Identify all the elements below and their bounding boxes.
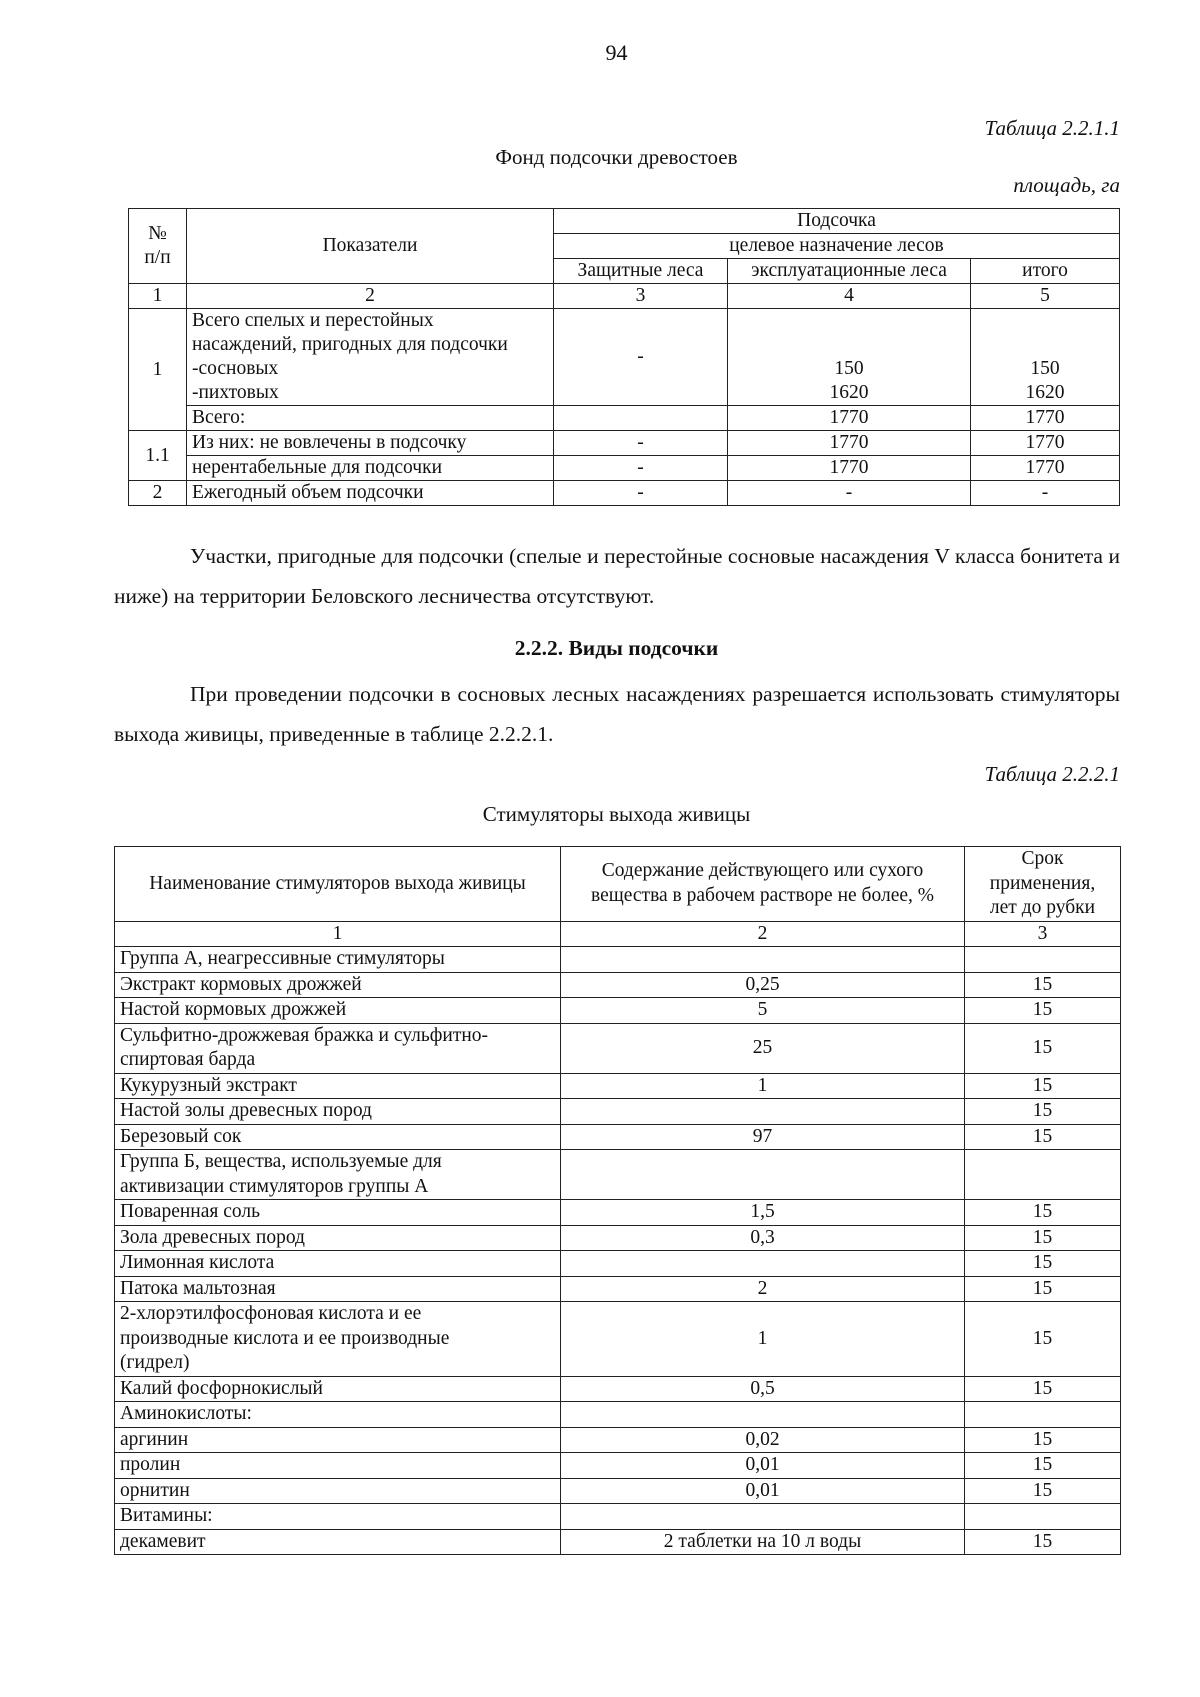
table2-row [115,1529,1121,1555]
table1-title: Фонд подсочки древостоев [495,145,738,169]
table2-cell-term: 15 [965,1251,1121,1277]
table2-cell-name: Кукурузный экстракт [115,1073,561,1099]
table1-header-podsochka: Подсочка [554,209,1120,234]
table2-row [115,947,1121,973]
table2-cell-name: Настой кормовых дрожжей [115,998,561,1024]
table2-cell-content [561,1099,965,1125]
table2-cell-content: 1 [561,1302,965,1377]
table2-cell-name: Группа Б, вещества, используемые для активизации стимуляторов группы А [115,1150,561,1200]
table2-cell-term: 15 [965,1225,1121,1251]
table1-header-total: итого [971,259,1120,284]
table1-header-row [129,209,1120,234]
table1-header-protective: Защитные леса [554,259,728,284]
table1-cell: 1770 [728,406,971,431]
table1-cell: - [554,456,728,481]
table2-colnum: 2 [561,921,965,947]
table2-row [115,998,1121,1024]
table1-row [129,456,1120,481]
table2-cell-name: аргинин [115,1427,561,1453]
table2-cell-content: 0,01 [561,1478,965,1504]
table1-cell: - [554,481,728,506]
table2-cell-term: 15 [965,1478,1121,1504]
section-heading: 2.2.2. Виды подсочки [514,636,719,660]
table2-cell-content: 25 [561,1023,965,1073]
table2-colnum: 1 [115,921,561,947]
table1-row-label: Ежегодный объем подсочки [187,481,554,506]
table1-colnum: 4 [728,284,971,309]
table2-cell-term: 15 [965,1302,1121,1377]
table2-header-content: Содержание действующего или сухого вещества в рабочем растворе не более, % [561,847,965,922]
table2-cell-content: 5 [561,998,965,1024]
table2-cell-term: 15 [965,1200,1121,1226]
table2-cell-term: 15 [965,998,1121,1024]
table2-row [115,1200,1121,1226]
table2-cell-term: 15 [965,1073,1121,1099]
table2-cell-term [965,947,1121,973]
table2-cell-content: 0,5 [561,1376,965,1402]
table1-unit: площадь, га [1013,173,1120,197]
table2-cell-term: 15 [965,1099,1121,1125]
table2-cell-name: декамевит [115,1529,561,1555]
table2 [114,846,1121,1555]
table2-row [115,1453,1121,1479]
table1-colnum: 3 [554,284,728,309]
table2-cell-name: Зола древесных пород [115,1225,561,1251]
table2-cell-name: пролин [115,1453,561,1479]
table2-cell-term [965,1402,1121,1428]
table1-cell: 150 1620 [971,309,1120,406]
table2-colnum: 3 [965,921,1121,947]
table2-cell-content: 1,5 [561,1200,965,1226]
table2-row [115,1302,1121,1377]
table2-row [115,1251,1121,1277]
page-number: 94 [605,40,628,65]
table2-row [115,1478,1121,1504]
table1-cell [554,406,728,431]
table1-row [129,309,1120,406]
table2-header-row [115,847,1121,922]
table1-row-num: 1.1 [129,431,187,481]
table2-cell-content: 2 таблетки на 10 л воды [561,1529,965,1555]
table2-row [115,1073,1121,1099]
table1-cell: 150 1620 [728,309,971,406]
table1-cell: 1770 [971,431,1120,456]
table1-header-indicators: Показатели [187,209,554,284]
table1-colnum-row [129,284,1120,309]
table1-row-num: 2 [129,481,187,506]
table1-row [129,406,1120,431]
paragraph-1: Участки, пригодные для подсочки (спелые и перестойные сосновые насаждения V класса бонитета и ниже) на территории Беловского лесничества отсутствуют. [114,544,1120,608]
table2-title: Стимуляторы выхода живицы [482,802,751,826]
table1-cell: - [971,481,1120,506]
table2-cell-name: Патока мальтозная [115,1276,561,1302]
table2-cell-content [561,1150,965,1200]
table1-cell: - [554,309,728,406]
table2-row [115,1023,1121,1073]
table2-row [115,1402,1121,1428]
table1-row [129,481,1120,506]
table2-cell-name: Витамины: [115,1504,561,1530]
table1-row-label: Всего: [187,406,554,431]
table2-cell-content: 2 [561,1276,965,1302]
table2-row [115,1150,1121,1200]
table1-row-label: нерентабельные для подсочки [187,456,554,481]
table2-cell-name: Калий фосфорнокислый [115,1376,561,1402]
table2-cell-name: Березовый сок [115,1124,561,1150]
table2-cell-term: 15 [965,1376,1121,1402]
table2-row [115,1099,1121,1125]
table2-number: Таблица 2.2.2.1 [984,762,1120,786]
table2-cell-name: Аминокислоты: [115,1402,561,1428]
table2-cell-content: 0,01 [561,1453,965,1479]
table2-row [115,972,1121,998]
table2-cell-term: 15 [965,1276,1121,1302]
table1-cell: 1770 [728,456,971,481]
table2-cell-term: 15 [965,972,1121,998]
table2-cell-content: 97 [561,1124,965,1150]
table1-row-label: Всего спелых и перестойных насаждений, пригодных для подсочки -сосновых -пихтовых [187,309,554,406]
table2-cell-term: 15 [965,1124,1121,1150]
table2-cell-content [561,947,965,973]
paragraph-2: При проведении подсочки в сосновых лесных насаждениях разрешается использовать стимуляторы выхода живицы, приведенные в таблице 2.2.2.1. [114,682,1120,746]
table2-body [115,847,1121,1555]
table2-header-term: Срок применения, лет до рубки [965,847,1121,922]
table1-header-num: № п/п [129,209,187,284]
table2-cell-content [561,1504,965,1530]
table1-colnum: 2 [187,284,554,309]
table2-cell-term [965,1150,1121,1200]
table2-row [115,1504,1121,1530]
table2-row [115,1276,1121,1302]
table2-cell-term: 15 [965,1529,1121,1555]
table1-colnum: 5 [971,284,1120,309]
table2-cell-content: 0,3 [561,1225,965,1251]
table2-cell-name: Экстракт кормовых дрожжей [115,972,561,998]
table1-row-num: 1 [129,309,187,431]
table2-header-name: Наименование стимуляторов выхода живицы [115,847,561,922]
table2-cell-term: 15 [965,1453,1121,1479]
table1-number: Таблица 2.2.1.1 [984,116,1120,140]
table2-cell-name: Поваренная соль [115,1200,561,1226]
table2-row [115,1225,1121,1251]
table2-cell-name: 2-хлорэтилфосфоновая кислота и ее производные кислота и ее производные (гидрел) [115,1302,561,1377]
table2-cell-name: Лимонная кислота [115,1251,561,1277]
table2-row [115,1124,1121,1150]
table1-row [129,431,1120,456]
table1-cell: 1770 [971,406,1120,431]
table2-cell-name: Настой золы древесных пород [115,1099,561,1125]
table1-cell: - [554,431,728,456]
table1-cell: 1770 [728,431,971,456]
table2-cell-content: 0,25 [561,972,965,998]
table2-colnum-row [115,921,1121,947]
table2-cell-name: орнитин [115,1478,561,1504]
table1-header-exploitation: эксплуатационные леса [728,259,971,284]
table2-cell-content [561,1251,965,1277]
table1-cell: - [728,481,971,506]
table1-row-label: Из них: не вовлечены в подсочку [187,431,554,456]
table1-header-purpose: целевое назначение лесов [554,234,1120,259]
table2-row [115,1427,1121,1453]
table2-row [115,1376,1121,1402]
table2-cell-content: 1 [561,1073,965,1099]
table2-cell-term [965,1504,1121,1530]
table2-cell-name: Группа А, неагрессивные стимуляторы [115,947,561,973]
table2-cell-term: 15 [965,1427,1121,1453]
table2-cell-content [561,1402,965,1428]
table2-cell-term: 15 [965,1023,1121,1073]
table1-cell: 1770 [971,456,1120,481]
table2-cell-content: 0,02 [561,1427,965,1453]
table2-cell-name: Сульфитно-дрожжевая бражка и сульфитно- спиртовая барда [115,1023,561,1073]
table1 [128,208,1120,506]
table1-colnum: 1 [129,284,187,309]
